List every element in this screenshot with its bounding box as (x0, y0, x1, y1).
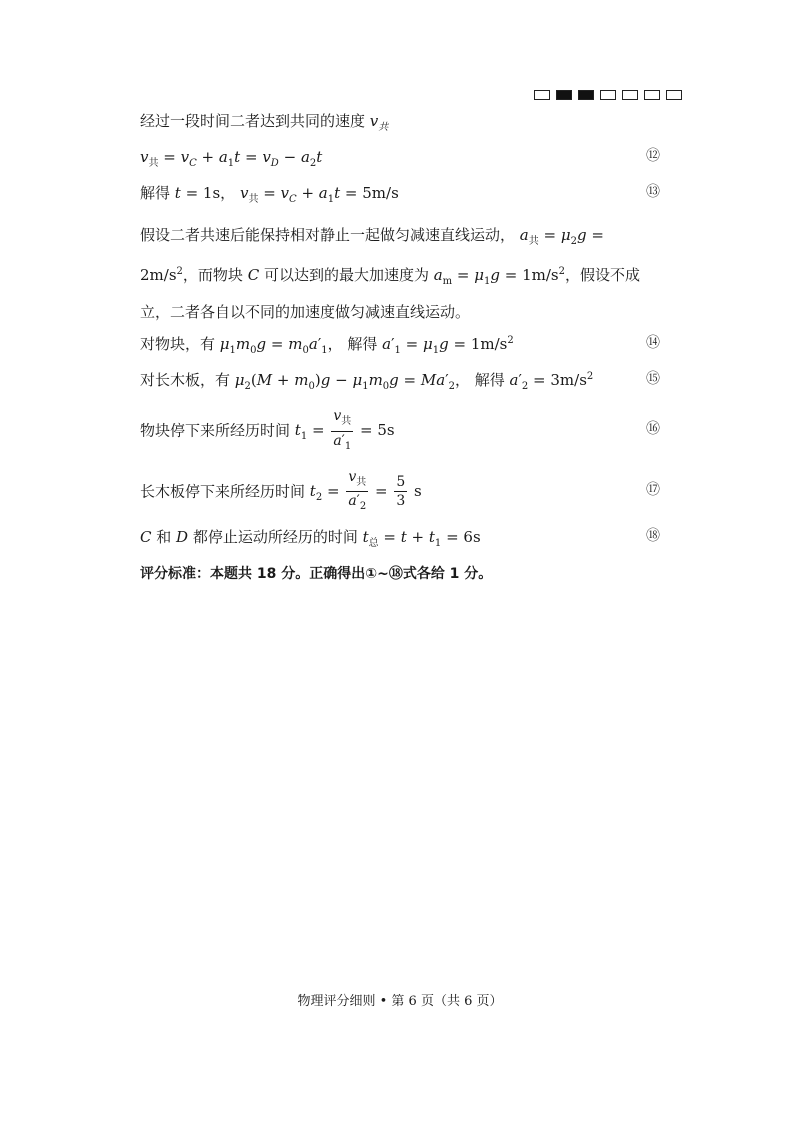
header-box (622, 90, 638, 100)
line-text: 解得 (140, 184, 171, 202)
equation-number: ⑫ (646, 148, 660, 164)
formula: t = 1s， $v_共 = v_C + a_1t = 5m/s$ (174, 184, 399, 205)
equation-number: ⑮ (646, 371, 660, 387)
scoring-criteria (140, 564, 660, 586)
equation-number: ⑭ (646, 335, 660, 351)
header-box-filled (556, 90, 572, 100)
formula: $\mu_2(M + m_0)g - \mu_1m_0g = Ma'_2$， 解得 $a'_2 = 3m/s^2$ (234, 371, 594, 392)
header-box (666, 90, 682, 100)
equation-15 (140, 371, 660, 393)
line-text: 经过一段时间二者达到共同的速度 (140, 112, 366, 130)
header-box (644, 90, 660, 100)
formula: $t_2$ = $\frac{v_共}{a'_2}$ = $\frac{5}{3}$ s (310, 482, 422, 500)
formula: $t_1$ = $\frac{v_共}{a'_1}$ = 5s (295, 421, 395, 439)
scoring-text: 评分标准：本题共 18 分。正确得出①~⑱式各给 1 分。 (140, 566, 493, 583)
formula-v-common: $v_共$ (369, 112, 389, 133)
equation-number: ⑱ (646, 528, 660, 545)
equation-number: ⑯ (646, 421, 660, 437)
header-box (600, 90, 616, 100)
page-footer: 物理评分细则 • 第 6 页（共 6 页） (297, 994, 503, 1009)
line-text: 物块停下来所经历时间 (140, 421, 291, 440)
fraction: $\frac{v_共}{a'_2}$ (348, 468, 367, 513)
equation-17 (140, 468, 660, 517)
header-boxes (534, 90, 682, 100)
text-line-common-velocity (140, 112, 660, 134)
equation-18 (140, 528, 660, 550)
equation-number: ⑰ (646, 481, 660, 498)
assumption-paragraph: 假设二者共速后能保持相对静止一起做匀减速直线运动， $a_共 = \mu_2g = 2m/s^2$，而物块 C 可以达到的最大加速度为 $a_m = \mu_1g = 1m/s^2$，假设不成立，二者各自以不同的加速度做匀减速直线运动。 (140, 226, 641, 321)
formula: $v_共 = v_C + a_1t = v_D - a_2t$ (140, 148, 323, 169)
solution-content (140, 112, 660, 600)
header-box (534, 90, 550, 100)
formula: $\mu_1m_0g = m_0a'_1$， 解得 $a'_1 = \mu_1g = 1m/s^2$ (219, 335, 514, 356)
equation-14 (140, 335, 660, 357)
equation-number: ⑬ (646, 184, 660, 200)
fraction: $\frac{5}{3}$ (396, 474, 406, 510)
line-text: 对长木板，有 (140, 371, 231, 389)
fraction: $\frac{v_共}{a'_1}$ (333, 408, 352, 452)
line-text: 对物块，有 (140, 335, 216, 353)
header-box-filled (578, 90, 594, 100)
equation-12 (140, 148, 660, 170)
line-text: 长木板停下来所经历时间 (140, 481, 306, 500)
formula: C 和 D 都停止运动所经历的时间 $t_总 = t + t_1 = 6s$ (140, 528, 481, 550)
equation-13 (140, 184, 660, 206)
equation-16 (140, 407, 660, 456)
